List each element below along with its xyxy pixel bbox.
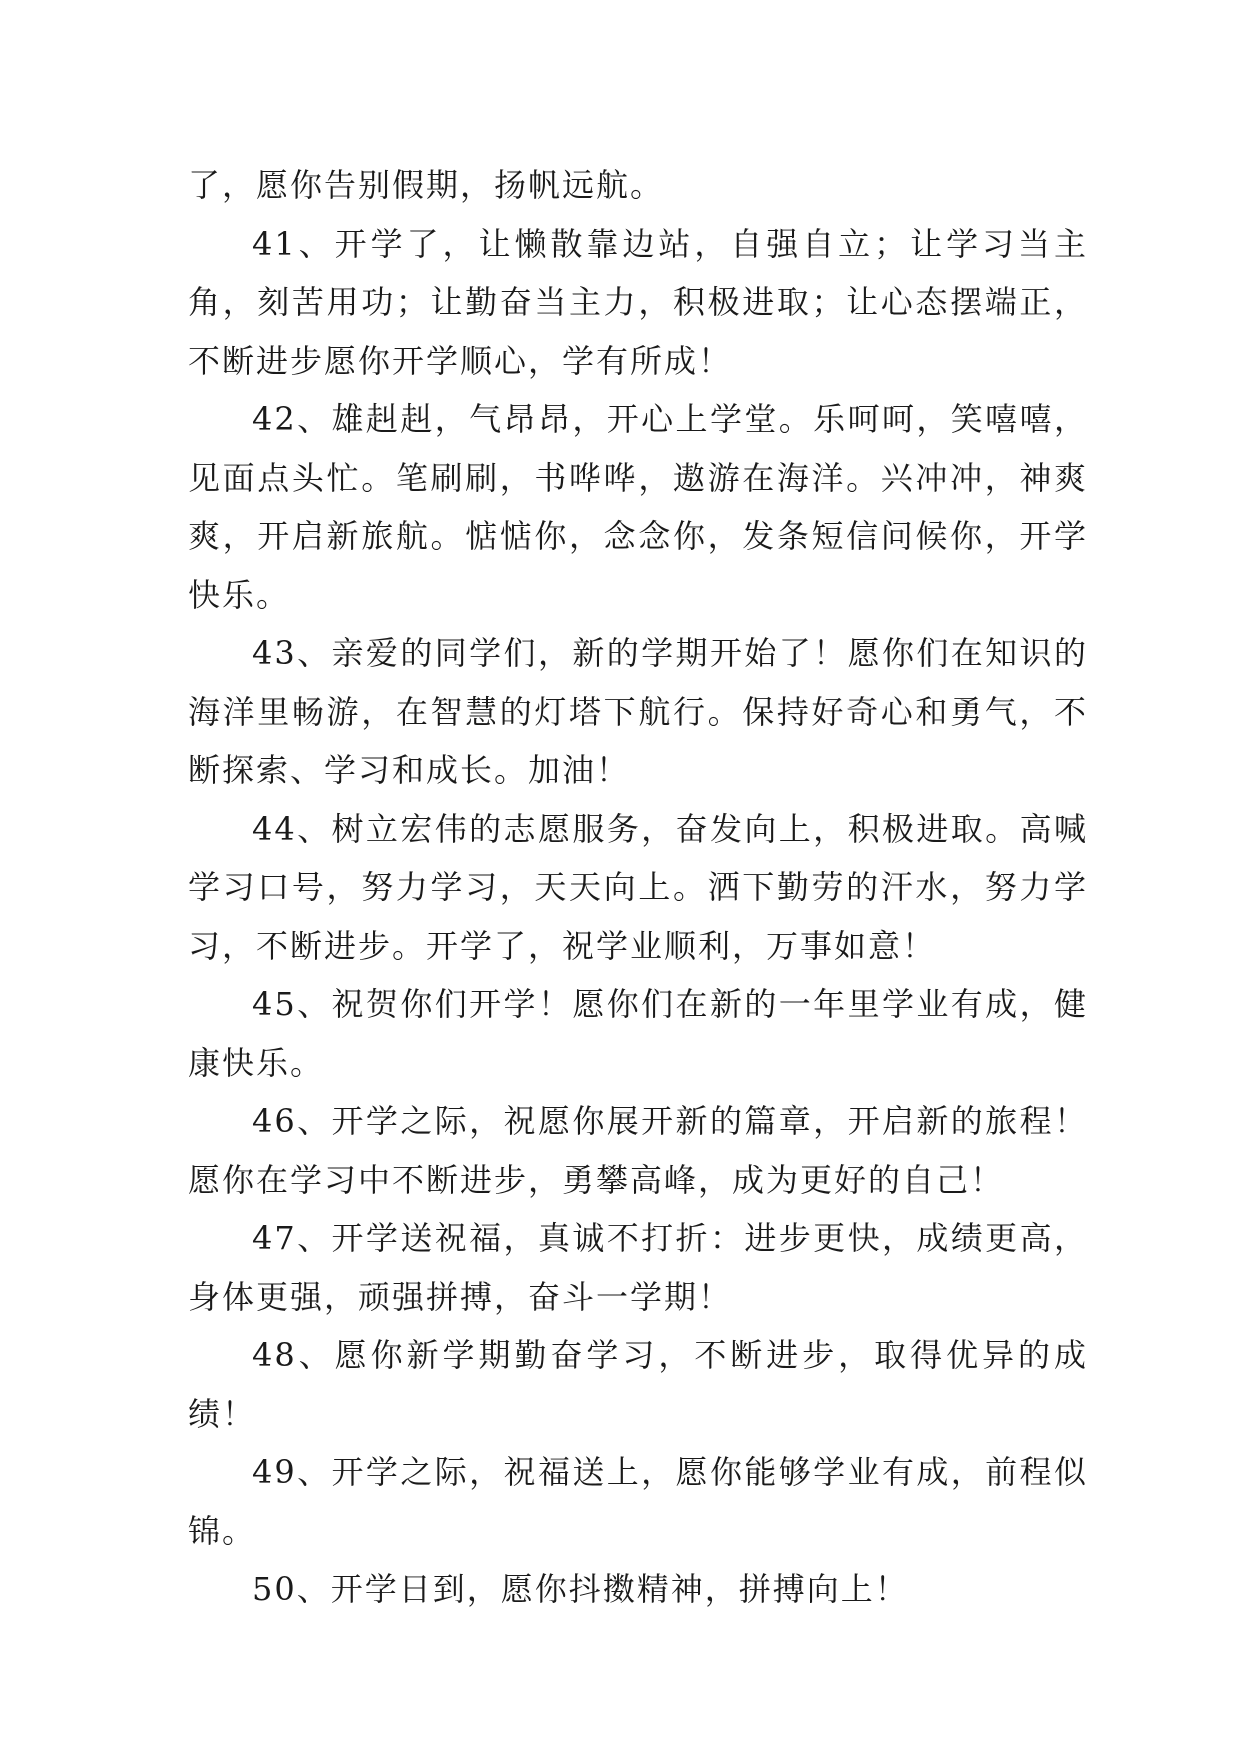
document-body <box>188 156 1088 1619</box>
paragraph-41: 41、开学了，让懒散靠边站，自强自立；让学习当主角，刻苦用功；让勤奋当主力，积极进取；让心态摆端正，不断进步愿你开学顺心，学有所成！ <box>188 224 1088 380</box>
paragraph-49: 49、开学之际，祝福送上，愿你能够学业有成，前程似锦。 <box>188 1453 1088 1550</box>
paragraph-46: 46、开学之际，祝愿你展开新的篇章，开启新的旅程！愿你在学习中不断进步，勇攀高峰，成为更好的自己！ <box>188 1102 1088 1199</box>
paragraph-45: 45、祝贺你们开学！愿你们在新的一年里学业有成，健康快乐。 <box>188 985 1088 1082</box>
paragraph-50: 50、开学日到，愿你抖擞精神，拼搏向上！ <box>252 1570 909 1608</box>
paragraph-48: 48、愿你新学期勤奋学习，不断进步，取得优异的成绩！ <box>188 1336 1088 1433</box>
paragraph-43: 43、亲爱的同学们，新的学期开始了！愿你们在知识的海洋里畅游，在智慧的灯塔下航行。保持好奇心和勇气，不断探索、学习和成长。加油！ <box>188 634 1088 789</box>
paragraph-continuation: 了，愿你告别假期，扬帆远航。 <box>188 166 665 204</box>
paragraph-42: 42、雄赳赳，气昂昂，开心上学堂。乐呵呵，笑嘻嘻，见面点头忙。笔刷刷，书哗哗，遨游在海洋。兴冲冲，神爽爽，开启新旅航。惦惦你，念念你，发条短信问候你，开学快乐。 <box>188 400 1088 614</box>
paragraph-44: 44、树立宏伟的志愿服务，奋发向上，积极进取。高喊学习口号，努力学习，天天向上。洒下勤劳的汗水，努力学习，不断进步。开学了，祝学业顺利，万事如意！ <box>188 809 1088 965</box>
paragraph-47: 47、开学送祝福，真诚不打折：进步更快，成绩更高，身体更强，顽强拼搏，奋斗一学期！ <box>188 1219 1088 1316</box>
